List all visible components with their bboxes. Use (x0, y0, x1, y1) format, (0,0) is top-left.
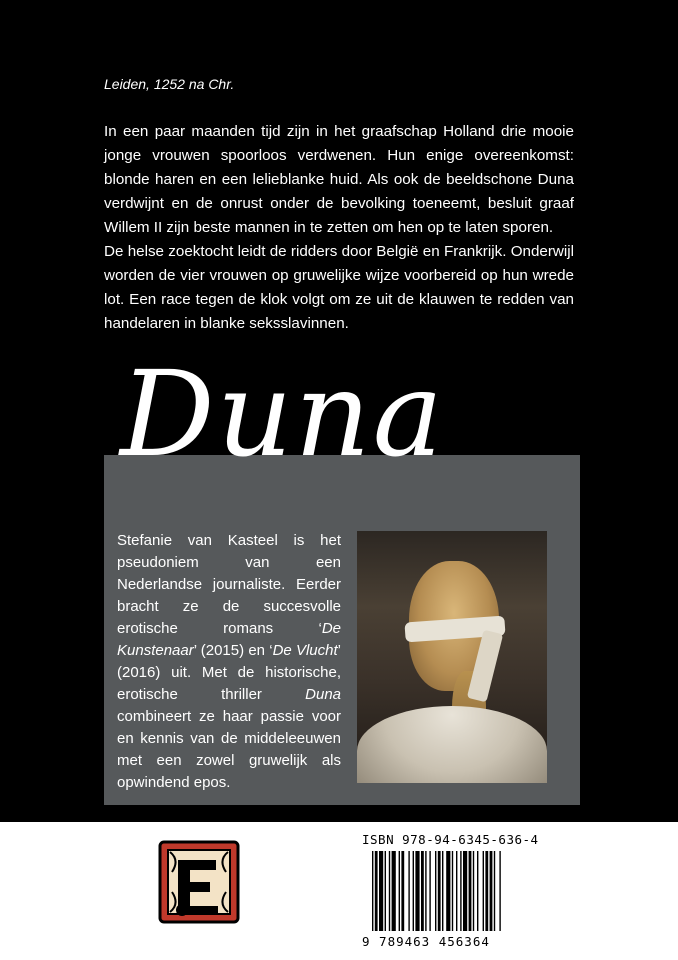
blurb-paragraph: In een paar maanden tijd zijn in het graafschap Holland drie mooie jonge vrouwen spoorloos verdwenen. Hun enige overeenkomst: blonde haren en een lelieblanke huid. Als ook de beeldschone Duna verdwijnt en de onrust onder de bevolking toeneemt, besluit graaf Willem II zijn beste mannen in te zetten om hen op te laten sporen. (104, 123, 574, 236)
barcode-bar (442, 851, 443, 931)
barcode-bar (408, 851, 409, 931)
barcode-bar (389, 851, 390, 931)
bio-text: ’ (2016) uit. Met de historische, erotische thriller (117, 642, 341, 703)
barcode-bar (460, 851, 461, 931)
barcode-bar (490, 851, 493, 931)
bio-text: ’ (2015) en ‘ (193, 642, 273, 659)
barcode-bar (438, 851, 441, 931)
barcode-bar (401, 851, 404, 931)
barcode-bar (435, 851, 436, 931)
barcode-bar (473, 851, 474, 931)
barcode-digits: 9 789463 456364 (362, 934, 490, 949)
blindfolded-woman-photo (357, 531, 547, 783)
bio-book-title: De Vlucht (272, 642, 338, 659)
author-bio (117, 530, 341, 794)
barcode-bar (392, 851, 396, 931)
place-date: Leiden, 1252 na Chr. (104, 76, 235, 92)
barcode-bar (446, 851, 450, 931)
barcode-bar (463, 851, 467, 931)
barcode-bar (429, 851, 430, 931)
barcode-bar (375, 851, 378, 931)
barcode-bar (385, 851, 386, 931)
barcode-bar (483, 851, 484, 931)
photo-shoulders (357, 706, 547, 783)
book-title: Duna (120, 345, 445, 483)
isbn-label: ISBN 978-94-6345-636-4 (362, 832, 539, 847)
barcode-bar (421, 851, 424, 931)
barcode-bar (415, 851, 419, 931)
bio-book-title: Duna (305, 686, 341, 703)
barcode-bar (477, 851, 478, 931)
barcode-bar (425, 851, 426, 931)
barcode-bar (499, 851, 500, 931)
barcode-bar (485, 851, 488, 931)
barcode-bar (372, 851, 373, 931)
bio-text: Stefanie van Kasteel is het pseudoniem van een Nederlandse journaliste. Eerder bracht ze de succesvolle erotische romans ‘ (117, 532, 341, 637)
barcode-bar (456, 851, 457, 931)
bio-book-title: De Kunstenaar (117, 620, 341, 659)
barcode-bar (379, 851, 383, 931)
bio-text: combineert ze haar passie voor en kennis van de middeleeuwen met een zowel gruwelijk als opwindend epos. (117, 708, 341, 791)
barcode (370, 851, 570, 931)
barcode-bar (469, 851, 472, 931)
barcode-bar (399, 851, 400, 931)
barcode-bar (494, 851, 495, 931)
publisher-logo-icon (158, 840, 240, 924)
barcode-bar (413, 851, 414, 931)
blurb (104, 120, 574, 336)
footer (0, 822, 678, 960)
barcode-bar (452, 851, 453, 931)
blurb-paragraph: De helse zoektocht leidt de ridders door België en Frankrijk. Onderwijl worden de vier vrouwen op gruwelijke wijze voorbereid op hun wrede lot. Een race tegen de klok volgt om ze uit de klauwen te redden van handelaren in blanke seksslavinnen. (104, 243, 574, 332)
